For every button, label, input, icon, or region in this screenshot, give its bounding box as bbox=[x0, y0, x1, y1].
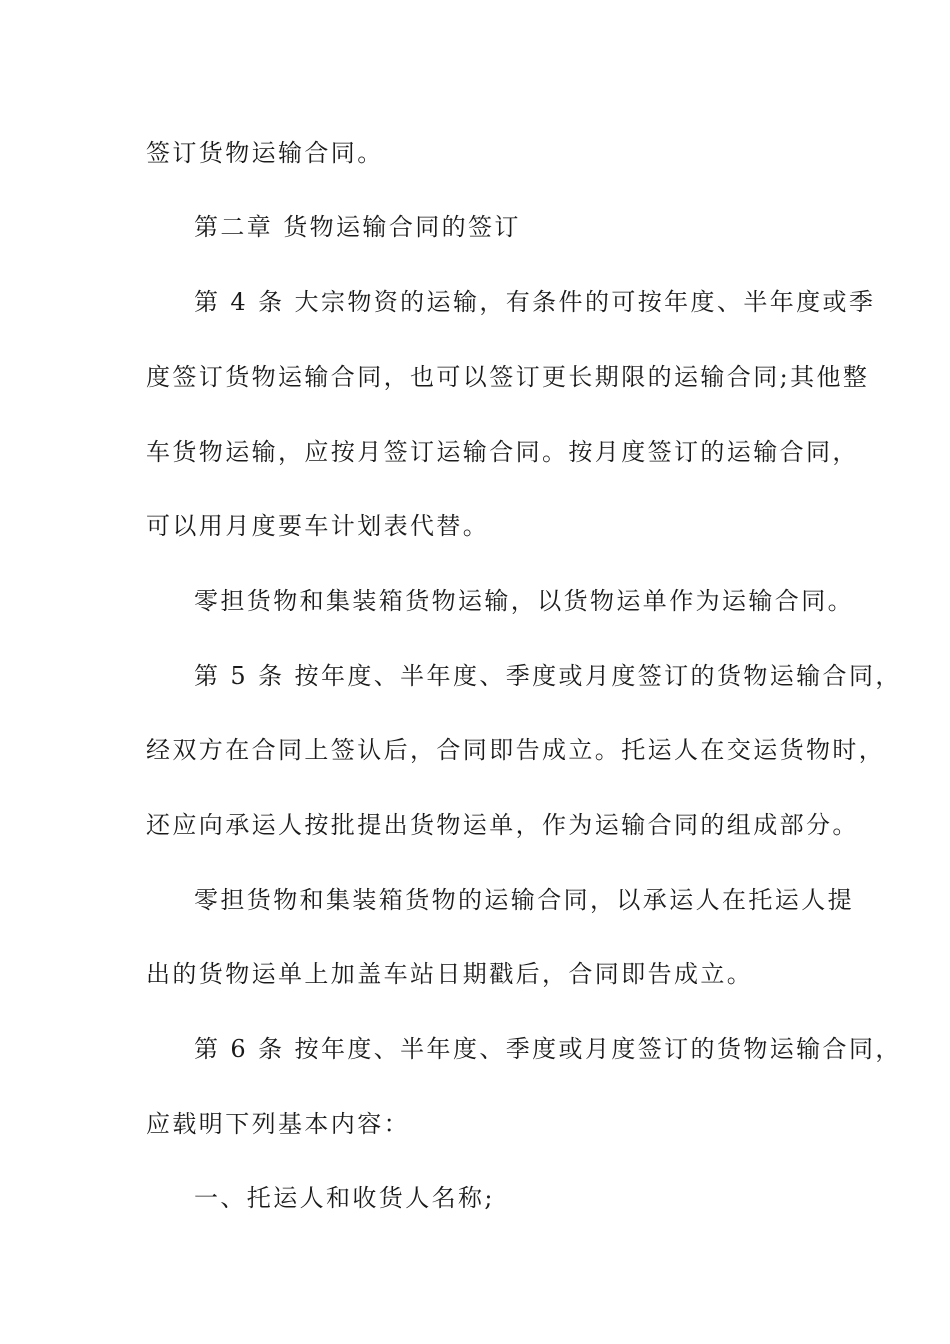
text-line: 车货物运输，应按月签订运输合同。按月度签订的运输合同， bbox=[146, 438, 859, 466]
text-line: 度签订货物运输合同，也可以签订更长期限的运输合同;其他整 bbox=[146, 363, 870, 391]
text-line: 经双方在合同上签认后，合同即告成立。托运人在交运货物时， bbox=[146, 736, 886, 764]
text-line: 第 4 条 大宗物资的运输，有条件的可按年度、半年度或季 bbox=[194, 288, 876, 316]
text-line: 出的货物运单上加盖车站日期戳后，合同即告成立。 bbox=[146, 960, 754, 988]
text-line: 应载明下列基本内容： bbox=[146, 1110, 410, 1138]
text-line: 零担货物和集装箱货物运输，以货物运单作为运输合同。 bbox=[194, 587, 854, 615]
text-line: 可以用月度要车计划表代替。 bbox=[146, 512, 490, 540]
text-line: 第 6 条 按年度、半年度、季度或月度签订的货物运输合同， bbox=[194, 1035, 902, 1063]
text-line: 还应向承运人按批提出货物运单，作为运输合同的组成部分。 bbox=[146, 811, 859, 839]
text-line: 一、托运人和收货人名称; bbox=[194, 1184, 495, 1212]
chapter-heading: 第二章 货物运输合同的签订 bbox=[194, 213, 521, 241]
text-line: 第 5 条 按年度、半年度、季度或月度签订的货物运输合同， bbox=[194, 662, 902, 690]
text-line: 签订货物运输合同。 bbox=[146, 139, 384, 167]
text-line: 零担货物和集装箱货物的运输合同，以承运人在托运人提 bbox=[194, 886, 854, 914]
